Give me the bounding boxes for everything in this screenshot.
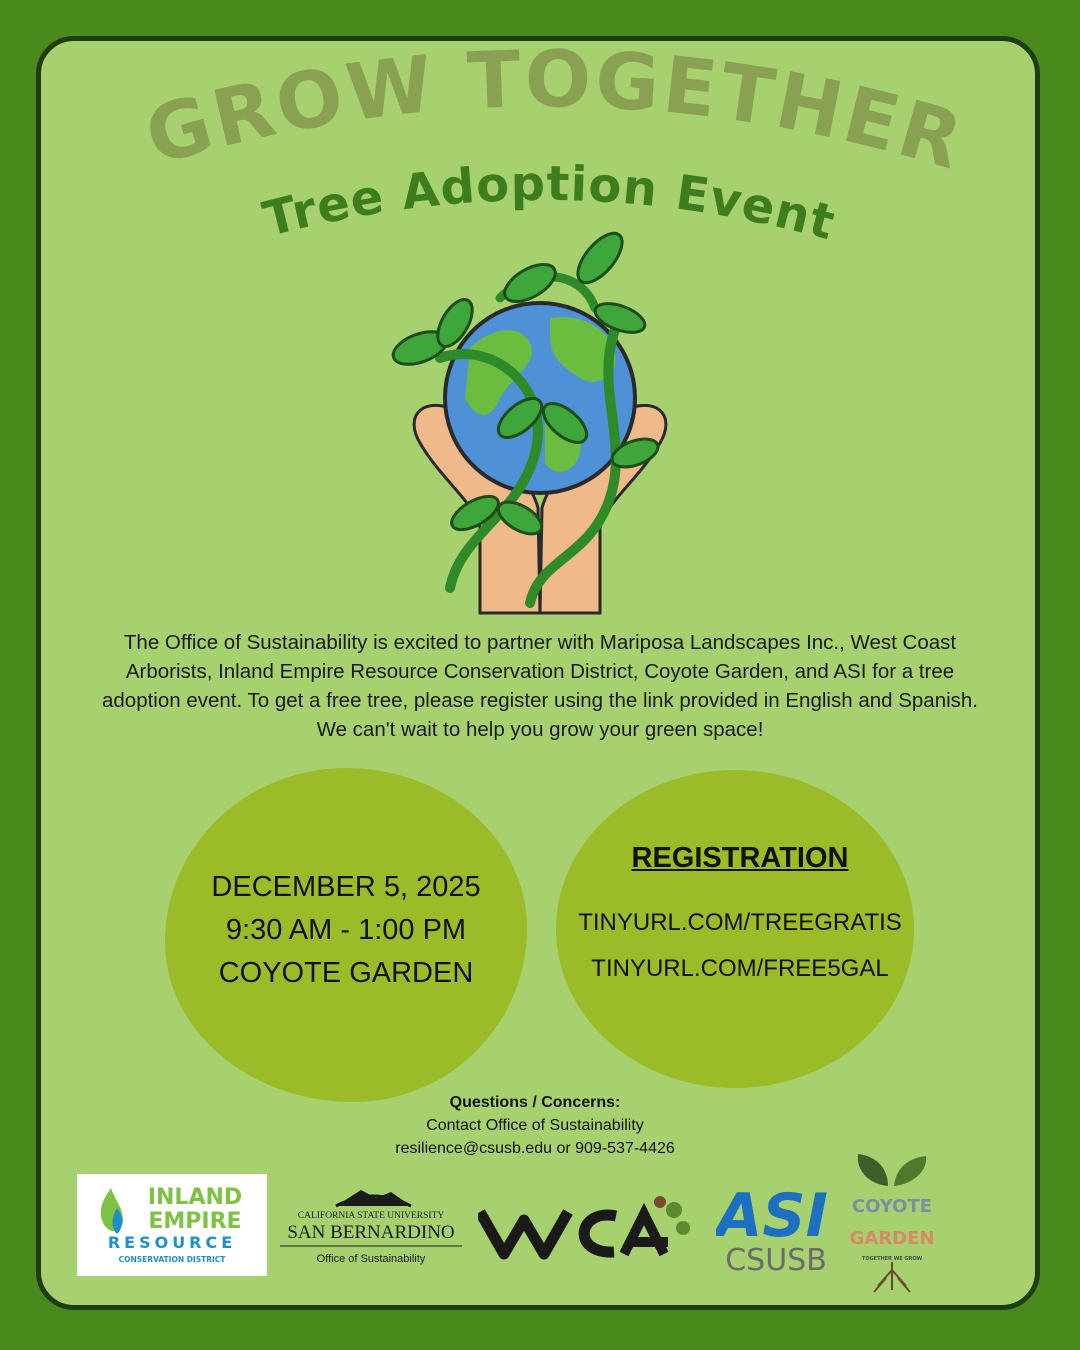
registration-link-2[interactable]: TINYURL.COM/FREE5GAL bbox=[591, 955, 889, 982]
registration-heading: REGISTRATION bbox=[631, 842, 849, 874]
ie-line2: EMPIRE bbox=[148, 1209, 242, 1234]
ie-line3: RESOURCE bbox=[107, 1233, 237, 1252]
event-location: COYOTE GARDEN bbox=[218, 957, 474, 989]
registration-link-1[interactable]: TINYURL.COM/TREEGRATIS bbox=[578, 909, 902, 936]
ie-line1: INLAND bbox=[147, 1185, 243, 1210]
ie-resource-logo bbox=[77, 1174, 267, 1276]
csusb-line3: Office of Sustainability bbox=[316, 1253, 426, 1265]
coyote-line3: TOGETHER WE GROW bbox=[861, 1256, 923, 1262]
coyote-line2: GARDEN bbox=[849, 1228, 935, 1249]
event-date: DECEMBER 5, 2025 bbox=[211, 871, 481, 903]
wca-logo bbox=[478, 1192, 692, 1264]
asi-line2: CSUSB bbox=[725, 1243, 827, 1276]
contact-info bbox=[300, 1091, 770, 1160]
title-line2: Tree Adoption Event bbox=[257, 155, 841, 252]
title-line1: GROW TOGETHER bbox=[136, 34, 975, 189]
coyote-garden-logo bbox=[848, 1150, 936, 1300]
ie-line4: CONSERVATION DISTRICT bbox=[118, 1255, 226, 1264]
wca-text: WCA bbox=[583, 1262, 587, 1263]
csusb-logo bbox=[276, 1184, 466, 1270]
contact-heading: Questions / Concerns: bbox=[449, 1094, 621, 1111]
asi-logo bbox=[716, 1180, 836, 1276]
event-time: 9:30 AM - 1:00 PM bbox=[225, 914, 467, 946]
coyote-line1: COYOTE bbox=[851, 1196, 933, 1217]
asi-line1: ASI bbox=[716, 1181, 828, 1251]
csusb-line2: SAN BERNARDINO bbox=[287, 1222, 455, 1243]
event-info bbox=[165, 866, 527, 995]
contact-line1: Contact Office of Sustainability bbox=[426, 1117, 644, 1134]
contact-line2[interactable]: resilience@csusb.edu or 909-537-4426 bbox=[395, 1140, 675, 1157]
csusb-line1: CALIFORNIA STATE UNIVERSITY bbox=[297, 1211, 445, 1221]
event-description: The Office of Sustainability is excited to partner with Mariposa Landscapes Inc., West Coast Arborists, Inland Empire Resource Conservation District, Coyote Garden, and ASI for a tree adoption event. To get a free tree, please register using the link provided in English and Spanish. We can't wait to help you grow your green space! bbox=[102, 631, 978, 741]
registration-links bbox=[556, 900, 924, 992]
globe-hands-plants-icon bbox=[380, 228, 700, 618]
